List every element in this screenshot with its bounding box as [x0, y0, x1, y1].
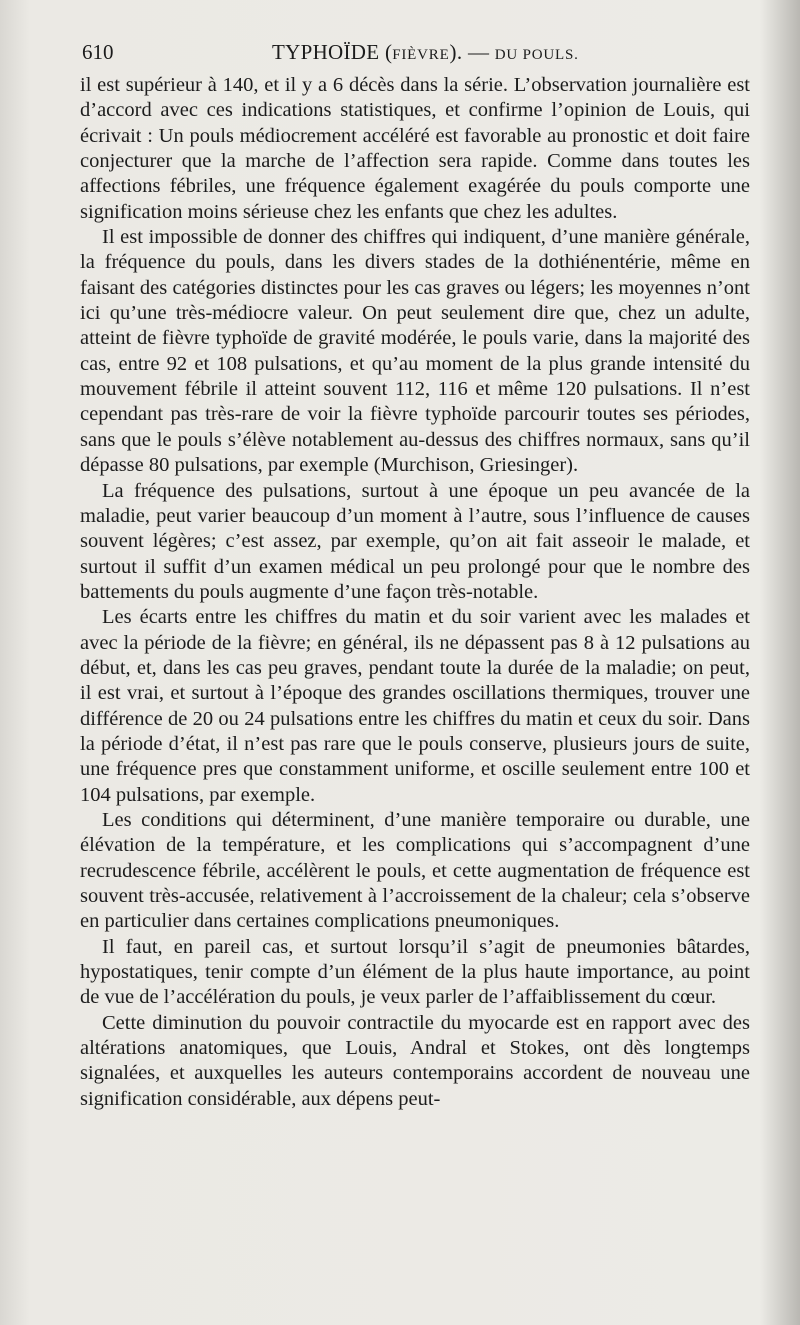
page-number: 610 [82, 40, 114, 64]
paragraph-6: Il faut, en pareil cas, et surtout lorsqu’il s’agit de pneumonies bâtardes, hypostatiques, tenir compte d’un élément de la plus haute importance, au point de vue de l’accélération du pouls, je veux parler de l’affaiblissement du cœur. [80, 935, 750, 1009]
title-main: TYPHOÏDE ( [272, 40, 393, 64]
paragraph-1: il est supérieur à 140, et il y a 6 décès dans la série. L’observation journalière est d’accord avec ces indications statistiques, et confirme l’opinion de Louis, qui écrivait : Un pouls médiocrement accéléré est favorable au pronostic et doit faire conjecturer que la marche de l’affection sera rapide. Comme dans toutes les affections fébriles, une fréquence également exagérée du pouls comporte une signification moins sérieuse chez les enfants que chez les adultes. [80, 74, 750, 223]
title-dash: — [462, 40, 495, 64]
paragraph-5: Les conditions qui déterminent, d’une manière temporaire ou durable, une élévation de la température, et les complications qui s’accompagnent d’une recrudescence fébrile, accélèrent le pouls, et cette augmentation de fréquence est souvent très-accusée, relativement à l’accroissement de la chaleur; cela s’observe en particulier dans certaines complications pneumoniques. [80, 808, 750, 933]
running-title [272, 40, 579, 65]
running-header [82, 40, 752, 70]
paragraph-7: Cette diminution du pouvoir contractile du myocarde est en rapport avec des altérations anatomiques, que Louis, Andral et Stokes, ont dès longtemps signalées, et auxquelles les auteurs contemporains accordent de nouveau une signification considérable, aux dépens peut- [80, 1011, 750, 1110]
paragraph-4: Les écarts entre les chiffres du matin et du soir varient avec les malades et avec la période de la fièvre; en général, ils ne dépassent pas 8 à 12 pulsations au début, et, dans les cas peu graves, pendant toute la durée de la maladie; on peut, il est vrai, et surtout à l’époque des grandes oscillations thermiques, trouver une différence de 20 ou 24 pulsations entre les chiffres du matin et ceux du soir. Dans la période d’état, il n’est pas rare que le pouls conserve, plusieurs jours de suite, une fréquence pres que constamment uniforme, et oscille seulement entre 100 et 104 pulsations, par exemple. [80, 606, 750, 806]
title-close: ). [449, 40, 463, 64]
subtitle-small-caps: DU POULS. [494, 47, 579, 63]
paragraph-3: La fréquence des pulsations, surtout à une époque un peu avancée de la maladie, peut varier beaucoup d’un moment à l’autre, sous l’influence de causes souvent légères; c’est assez, par exemple, qu’on ait fait asseoir le malade, et surtout il suffit d’un examen médical un peu prolongé pour que le nombre des battements du pouls augmente d’une façon très-notable. [80, 479, 750, 603]
paragraph-2: Il est impossible de donner des chiffres qui indiquent, d’une manière générale, la fréquence du pouls, dans les divers stades de la dothiénentérie, même en faisant des catégories distinctes pour les cas graves ou légers; les moyennes n’ont ici qu’une très-médiocre valeur. On peut seulement dire que, chez un adulte, atteint de fièvre typhoïde de gravité modérée, le pouls varie, dans la majorité des cas, entre 92 et 108 pulsations, et qu’au moment de la plus grande intensité du mouvement fébrile il atteint souvent 112, 116 et même 120 pulsations. Il n’est cependant pas très-rare de voir la fièvre typhoïde parcourir toutes ses périodes, sans que le pouls s’élève notablement au-dessus des chiffres normaux, sans qu’il dépasse 80 pulsations, par exemple (Murchison, Griesinger). [80, 226, 750, 477]
body-text [80, 73, 750, 1112]
title-small-caps: FIÈVRE [392, 47, 450, 63]
